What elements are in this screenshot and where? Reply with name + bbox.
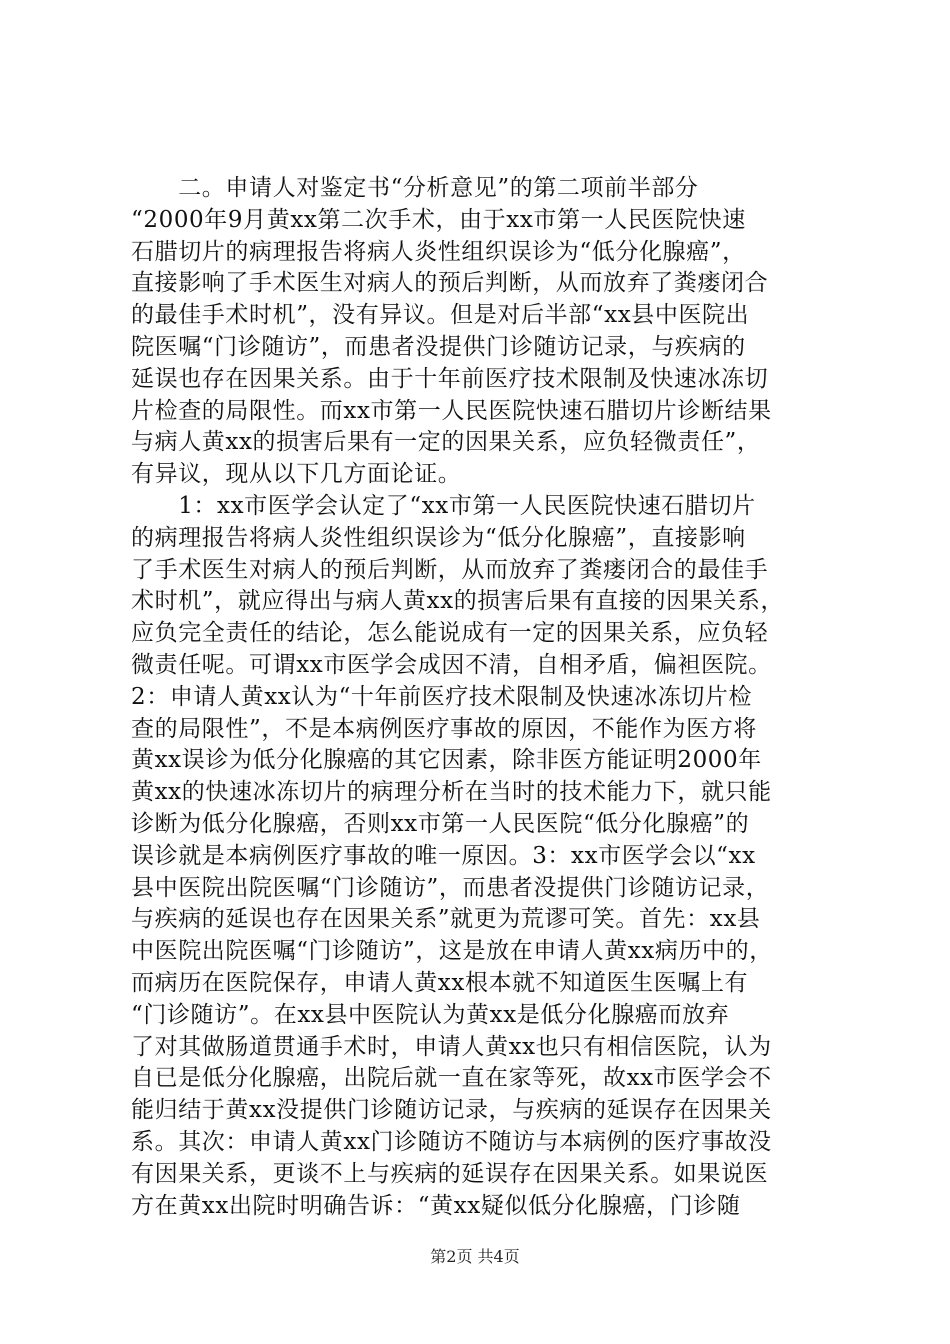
text-line: 了对其做肠道贯通手术时，申请人黄xx也只有相信医院，认为	[131, 1033, 772, 1060]
text-line: 能归结于黄xx没提供门诊随访记录，与疾病的延误存在因果关	[131, 1097, 772, 1124]
text-line: “门诊随访”。在xx县中医院认为黄xx是低分化腺癌而放弃	[131, 1001, 730, 1028]
text-line: 有因果关系，更谈不上与疾病的延误存在因果关系。如果说医	[131, 1160, 769, 1187]
text-line: 查的局限性”，不是本病例医疗事故的原因，不能作为医方将	[131, 715, 757, 742]
text-line: 方在黄xx出院时明确告诉：“黄xx疑似低分化腺癌，门诊随	[131, 1192, 741, 1219]
text-line: “2000年9月黄xx第二次手术，由于xx市第一人民医院快速	[131, 206, 746, 233]
text-line: 术时机”，就应得出与病人黄xx的损害后果有直接的因果关系，	[131, 588, 785, 615]
text-line: 的病理报告将病人炎性组织误诊为“低分化腺癌”，直接影响	[131, 524, 746, 551]
text-line: 中医院出院医嘱“门诊随访”，这是放在申请人黄xx病历中的，	[131, 938, 773, 965]
text-line: 诊断为低分化腺癌，否则xx市第一人民医院“低分化腺癌”的	[131, 810, 750, 837]
text-line: 直接影响了手术医生对病人的预后判断，从而放弃了粪瘘闭合	[131, 270, 769, 297]
text-line: 片检查的局限性。而xx市第一人民医院快速石腊切片诊断结果	[131, 397, 772, 424]
text-line: 1：xx市医学会认定了“xx市第一人民医院快速石腊切片	[131, 492, 756, 519]
text-line: 与疾病的延误也存在因果关系”就更为荒谬可笑。首先：xx县	[131, 906, 761, 933]
text-line: 石腊切片的病理报告将病人炎性组织误诊为“低分化腺癌”，	[131, 238, 746, 265]
text-line: 黄xx的快速冰冻切片的病理分析在当时的技术能力下，就只能	[131, 779, 772, 806]
text-line: 的最佳手术时机”，没有异议。但是对后半部“xx县中医院出	[131, 302, 750, 329]
body-text	[131, 173, 831, 1222]
text-line: 自已是低分化腺癌，出院后就一直在家等死，故xx市医学会不	[131, 1065, 772, 1092]
text-line: 黄xx误诊为低分化腺癌的其它因素，除非医方能证明2000年	[131, 747, 762, 774]
text-line: 误诊就是本病例医疗事故的唯一原因。3：xx市医学会以“xx	[131, 842, 756, 869]
text-line: 二。申请人对鉴定书“分析意见”的第二项前半部分	[131, 175, 699, 201]
text-line: 系。其次：申请人黄xx门诊随访不随访与本病例的医疗事故没	[131, 1128, 772, 1155]
text-line: 应负完全责任的结论，怎么能说成有一定的因果关系，应负轻	[131, 620, 769, 647]
text-line: 与病人黄xx的损害后果有一定的因果关系，应负轻微责任”，	[131, 429, 761, 456]
text-line: 而病历在医院保存，申请人黄xx根本就不知道医生医嘱上有	[131, 969, 749, 996]
text-line: 有异议，现从以下几方面论证。	[131, 461, 462, 488]
text-line: 延误也存在因果关系。由于十年前医疗技术限制及快速冰冻切	[131, 365, 769, 392]
page-number-footer: 第2页 共4页	[430, 1247, 520, 1266]
text-line: 微责任呢。可谓xx市医学会成因不清，自相矛盾，偏袒医院。	[131, 651, 772, 678]
text-line: 了手术医生对病人的预后判断，从而放弃了粪瘘闭合的最佳手	[131, 556, 769, 583]
text-line: 院医嘱“门诊随访”，而患者没提供门诊随访记录，与疾病的	[131, 333, 746, 360]
text-line: 县中医院出院医嘱“门诊随访”，而患者没提供门诊随访记录，	[131, 874, 770, 901]
text-line: 2：申请人黄xx认为“十年前医疗技术限制及快速冰冻切片检	[131, 683, 753, 710]
